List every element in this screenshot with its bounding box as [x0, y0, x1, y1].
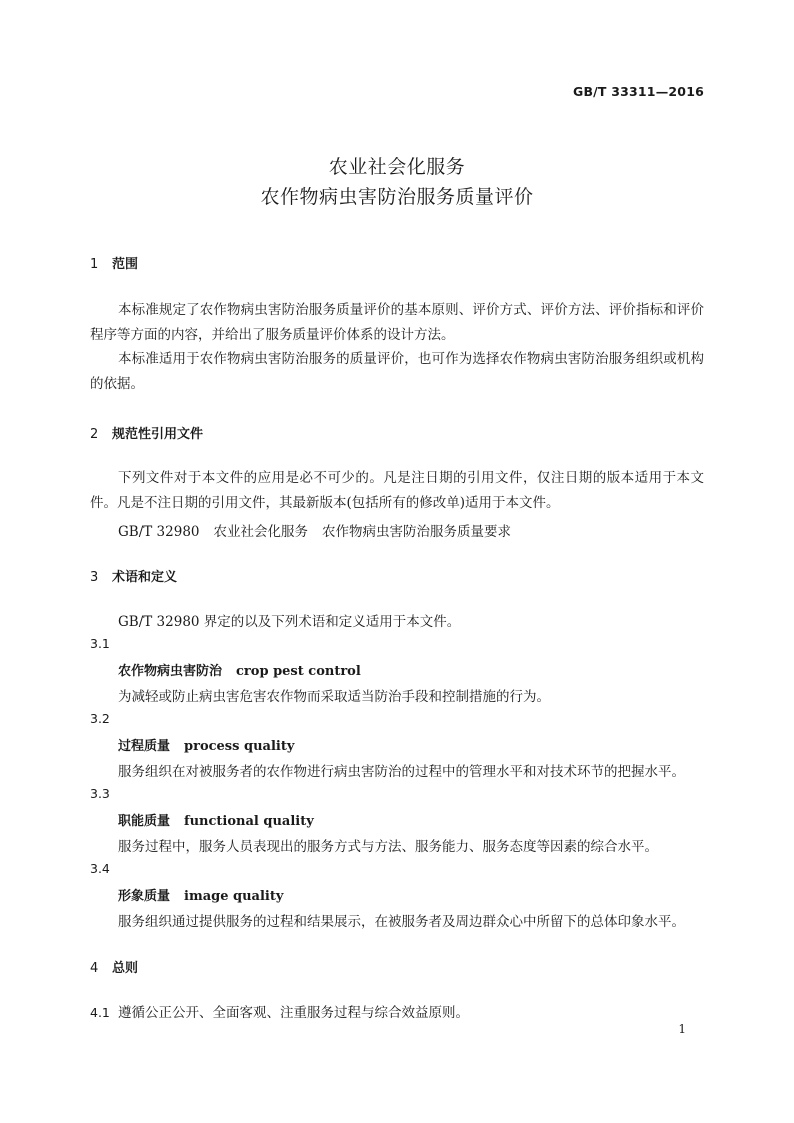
- term-definition: 服务组织通过提供服务的过程和结果展示，在被服务者及周边群众心中所留下的总体印象水平。: [118, 914, 685, 930]
- normative-reference: [118, 520, 511, 540]
- term-heading: [118, 660, 361, 679]
- term-heading: [118, 735, 294, 754]
- section-3-intro: GB/T 32980 界定的以及下列术语和定义适用于本文件。: [118, 614, 461, 630]
- reference-code: GB/T 32980: [118, 524, 200, 540]
- term-english: functional quality: [184, 814, 314, 829]
- reference-title-part1: 农业社会化服务: [213, 524, 308, 540]
- standard-number: GB/T 33311—2016: [572, 84, 704, 99]
- term-heading: [118, 885, 283, 904]
- clause-number: 4.1: [90, 1005, 110, 1020]
- section-number: 2: [90, 427, 99, 442]
- term-number: 3.2: [90, 711, 110, 726]
- term-heading: [118, 810, 314, 829]
- section-2-paragraph-1: 下列文件对于本文件的应用是必不可少的。凡是注日期的引用文件，仅注日期的版本适用于本文件。凡是不注日期的引用文件，其最新版本(包括所有的修改单)适用于本文件。: [90, 470, 704, 511]
- document-title-line2: 农作物病虫害防治服务质量评价: [260, 186, 534, 208]
- term-definition: 服务组织在对被服务者的农作物进行病虫害防治的过程中的管理水平和对技术环节的把握水平。: [118, 764, 685, 780]
- page-number: 1: [678, 1022, 686, 1036]
- section-title: 术语和定义: [112, 570, 178, 585]
- term-definition: 服务过程中，服务人员表现出的服务方式与方法、服务能力、服务态度等因素的综合水平。: [118, 839, 658, 855]
- clause-4-1: [90, 1001, 469, 1021]
- section-title: 范围: [112, 257, 139, 272]
- term-english: crop pest control: [236, 664, 361, 679]
- term-chinese: 职能质量: [118, 814, 171, 829]
- section-2-heading: [90, 423, 203, 442]
- section-title: 总则: [112, 961, 139, 976]
- section-1-heading: [90, 253, 138, 272]
- term-number: 3.4: [90, 861, 110, 876]
- section-4-heading: [90, 957, 138, 976]
- term-chinese: 农作物病虫害防治: [118, 664, 223, 679]
- term-definition: 为减轻或防止病虫害危害农作物而采取适当防治手段和控制措施的行为。: [118, 689, 550, 705]
- document-title-line1: 农业社会化服务: [328, 156, 466, 178]
- term-english: process quality: [184, 739, 295, 754]
- section-number: 3: [90, 570, 99, 585]
- section-title: 规范性引用文件: [112, 427, 204, 442]
- term-english: image quality: [184, 889, 284, 904]
- section-1-paragraph-2: 本标准适用于农作物病虫害防治服务的质量评价，也可作为选择农作物病虫害防治服务组织或机构的依据。: [90, 351, 704, 392]
- term-number: 3.1: [90, 636, 110, 651]
- section-3-heading: [90, 566, 177, 585]
- reference-title-part2: 农作物病虫害防治服务质量要求: [322, 524, 511, 540]
- section-1-paragraph-1: 本标准规定了农作物病虫害防治服务质量评价的基本原则、评价方式、评价方法、评价指标和评价程序等方面的内容，并给出了服务质量评价体系的设计方法。: [90, 302, 704, 343]
- section-number: 4: [90, 961, 99, 976]
- clause-text: 遵循公正公开、全面客观、注重服务过程与综合效益原则。: [118, 1005, 469, 1021]
- term-chinese: 过程质量: [118, 739, 171, 754]
- section-number: 1: [90, 257, 99, 272]
- term-chinese: 形象质量: [118, 889, 171, 904]
- term-number: 3.3: [90, 786, 110, 801]
